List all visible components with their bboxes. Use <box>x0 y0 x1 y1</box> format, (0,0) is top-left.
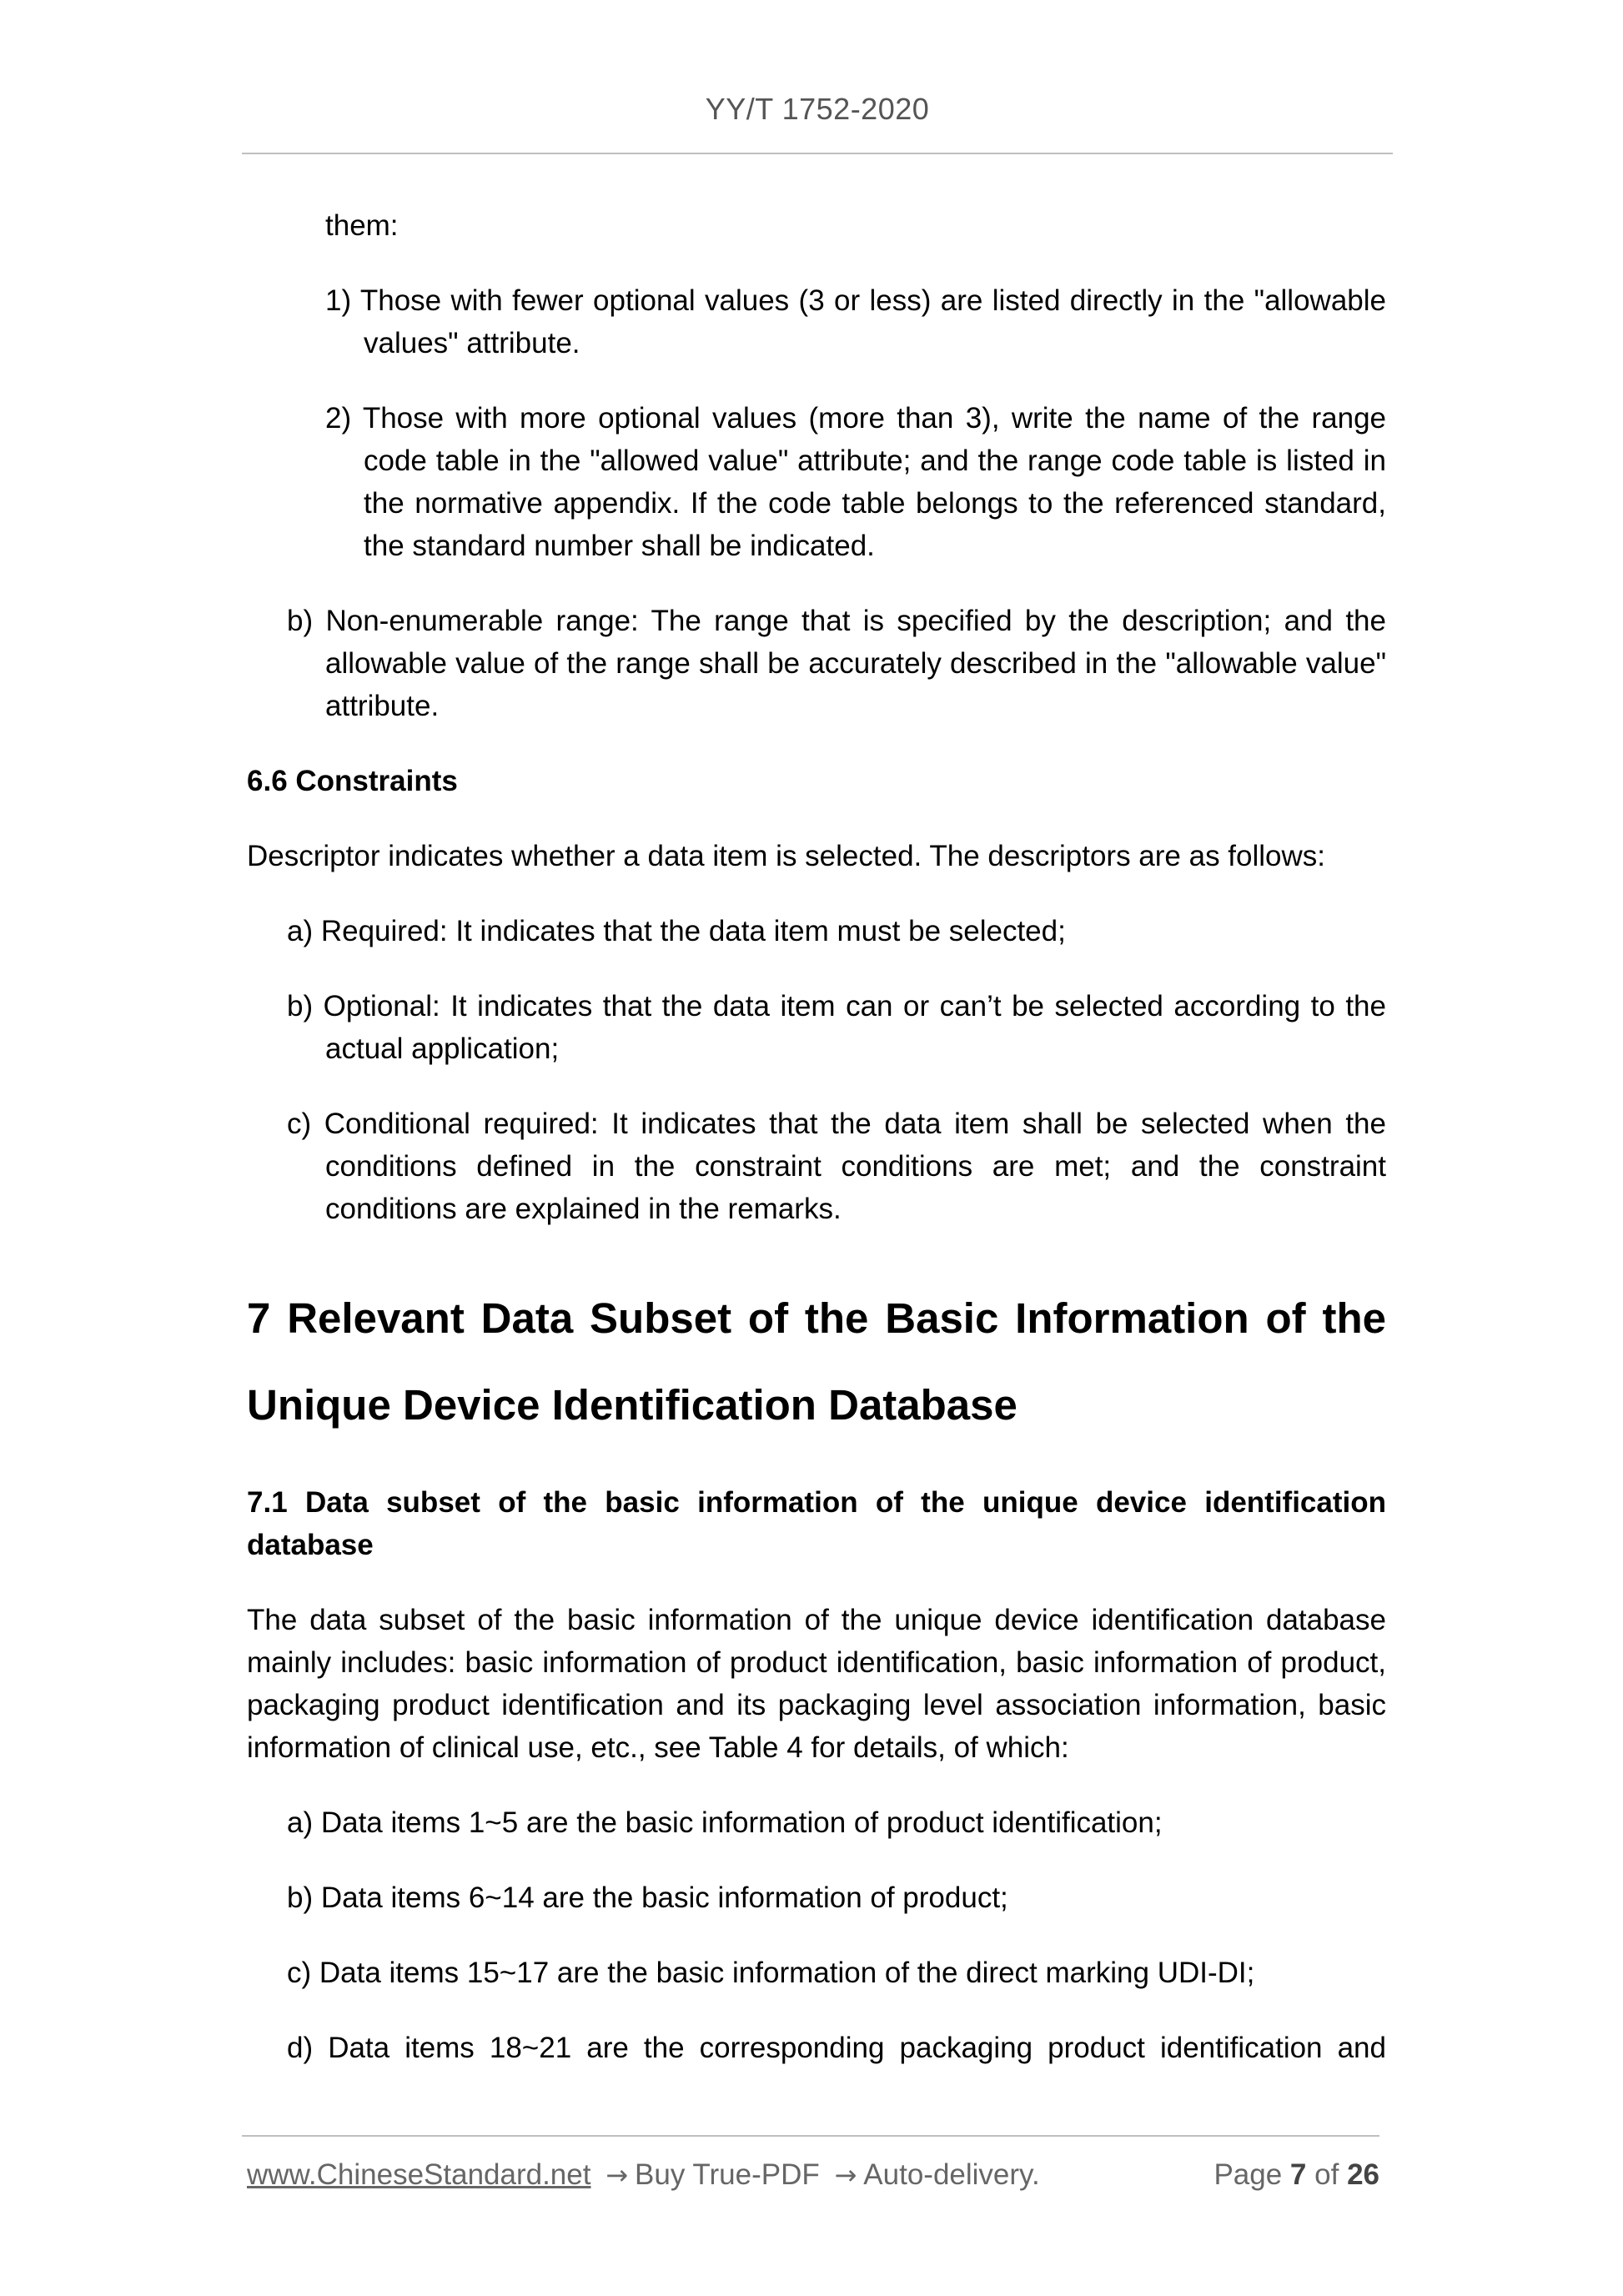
page-footer <box>247 2158 1379 2192</box>
data-items-a: a) Data items 1~5 are the basic information of product identification; <box>287 1806 1163 1839</box>
list-item-1: 1) Those with fewer optional values (3 or less) are listed directly in the "allowable values" attribute. <box>325 284 1386 359</box>
constraint-optional: b) Optional: It indicates that the data item can or can’t be selected according to the actual application; <box>287 990 1386 1065</box>
website-link[interactable]: www.ChineseStandard.net <box>247 2158 591 2191</box>
data-items-d: d) Data items 18~21 are the corresponding packaging product identification and <box>287 2032 1386 2064</box>
continuation-text: them: <box>325 209 399 242</box>
page-of-label: of <box>1314 2158 1339 2191</box>
list-item-2: 2) Those with more optional values (more than 3), write the name of the range code table in the "allowed value" attribute; and the range code table is listed in the normative appendix. If the code table belongs to the referenced standard, the standard number shall be indicated. <box>325 402 1386 562</box>
footer-left <box>247 2158 1040 2192</box>
section-7-1-paragraph: The data subset of the basic information of the unique device identification database mainly includes: basic information of product identification, basic information of product, packaging product identification and its packaging level association information, basic information of clinical use, etc., see Table 4 for details, of which: <box>247 1604 1386 1764</box>
data-items-b: b) Data items 6~14 are the basic information of product; <box>287 1882 1008 1914</box>
page-current: 7 <box>1289 2158 1307 2191</box>
page-header: YY/T 1752-2020 <box>705 92 930 126</box>
buy-text: Buy True-PDF <box>635 2158 820 2191</box>
document-body <box>247 204 1386 2069</box>
footer-divider <box>242 2135 1379 2137</box>
page-number <box>1213 2158 1379 2192</box>
constraint-required: a) Required: It indicates that the data item must be selected; <box>287 915 1066 947</box>
list-item-b: b) Non-enumerable range: The range that is specified by the description; and the allowable value of the range shall be accurately described in the "allowable value" attribute. <box>287 605 1386 722</box>
arrow-right-icon: → <box>834 2159 857 2191</box>
section-7-1-heading: 7.1 Data subset of the basic information of the unique device identification database <box>247 1486 1386 1561</box>
page-total: 26 <box>1347 2158 1379 2191</box>
page-label: Page <box>1213 2158 1283 2191</box>
header-divider <box>242 153 1393 154</box>
constraint-conditional: c) Conditional required: It indicates that the data item shall be selected when the conditions defined in the constraint conditions are met; and the constraint conditions are explained in the remarks. <box>287 1108 1386 1225</box>
section-6-6-intro: Descriptor indicates whether a data item is selected. The descriptors are as follows: <box>247 840 1326 872</box>
section-7-heading: 7 Relevant Data Subset of the Basic Information of the Unique Device Identification Database <box>247 1294 1386 1429</box>
data-items-c: c) Data items 15~17 are the basic information of the direct marking UDI-DI; <box>287 1957 1255 1989</box>
delivery-text: Auto-delivery. <box>863 2158 1040 2191</box>
arrow-right-icon: → <box>605 2159 629 2191</box>
section-6-6-heading: 6.6 Constraints <box>247 765 458 797</box>
